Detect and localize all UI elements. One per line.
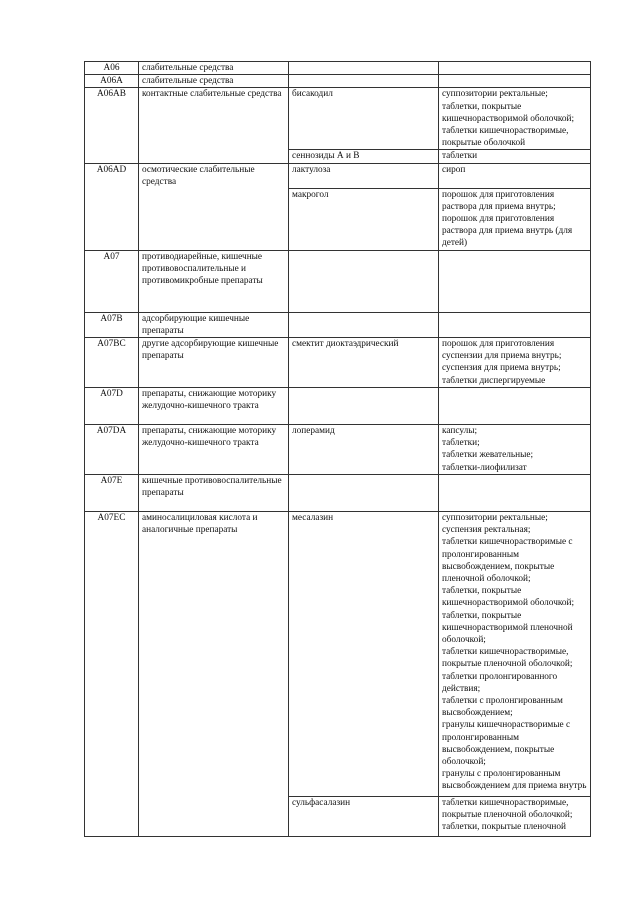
group-name-cell: противодиарейные, кишечные противовоспалительные и противомикробные препараты xyxy=(139,250,289,312)
table-row xyxy=(85,387,591,424)
atc-code-cell: A07BC xyxy=(85,337,139,387)
table-row xyxy=(85,163,591,188)
group-name-cell: препараты, снижающие моторику желудочно-кишечного тракта xyxy=(139,424,289,474)
atc-code-cell: A06AD xyxy=(85,163,139,188)
group-name-cell: кишечные противовоспалительные препараты xyxy=(139,474,289,511)
atc-code-cell xyxy=(85,796,139,836)
dosage-forms-cell xyxy=(439,337,591,387)
dosage-form-item: таблетки жевательные; xyxy=(442,450,534,461)
drug-name-cell xyxy=(289,75,439,88)
dosage-form-item: таблетки кишечнорастворимые, покрытые пленочной оболочкой; xyxy=(442,797,573,821)
dosage-forms-cell xyxy=(439,312,591,337)
atc-code-cell: A06AB xyxy=(85,88,139,150)
dosage-form-item: порошок для приготовления суспензии для приема внутрь; xyxy=(442,338,562,362)
drug-name-cell: месалазин xyxy=(289,511,439,796)
dosage-form-item: таблетки, покрытые кишечнорастворимой оболочкой; xyxy=(442,586,575,609)
dosage-form-item: гранулы с пролонгированным высвобождением для приема внутрь xyxy=(442,769,587,792)
group-name-cell: слабительные средства xyxy=(139,75,289,88)
atc-code-cell: A07EC xyxy=(85,511,139,796)
dosage-forms-cell xyxy=(439,150,591,163)
group-name-cell: адсорбирующие кишечные препараты xyxy=(139,312,289,337)
table-row xyxy=(85,424,591,474)
dosage-forms-cell xyxy=(439,88,591,150)
drug-name-cell: лоперамид xyxy=(289,424,439,474)
dosage-forms-cell xyxy=(439,75,591,88)
dosage-forms-cell xyxy=(439,424,591,474)
drug-name-cell xyxy=(289,474,439,511)
group-name-cell: другие адсорбирующие кишечные препараты xyxy=(139,337,289,387)
dosage-forms-cell xyxy=(439,250,591,312)
atc-code-cell: A07 xyxy=(85,250,139,312)
dosage-forms-cell xyxy=(439,511,591,796)
dosage-form-item: сироп xyxy=(442,164,466,175)
table-row xyxy=(85,337,591,387)
dosage-form-item: таблетки кишечнорастворимые с пролонгированным высвобождением, покрытые пленочной оболочкой; xyxy=(442,537,573,584)
dosage-form-item: таблетки диспергируемые xyxy=(442,375,546,386)
atc-code-cell: A06 xyxy=(85,62,139,75)
drug-name-cell xyxy=(289,312,439,337)
table-row xyxy=(85,88,591,150)
table-body xyxy=(85,62,591,837)
atc-code-cell xyxy=(85,188,139,250)
dosage-forms-cell xyxy=(439,796,591,836)
atc-code-cell: A07D xyxy=(85,387,139,424)
table-row xyxy=(85,250,591,312)
drug-name-cell: смектит диоктаэдрический xyxy=(289,337,439,387)
group-name-cell: осмотические слабительные средства xyxy=(139,163,289,188)
table-row xyxy=(85,62,591,75)
group-name-cell: аминосалициловая кислота и аналогичные препараты xyxy=(139,511,289,796)
atc-code-cell: A07B xyxy=(85,312,139,337)
dosage-forms-cell xyxy=(439,62,591,75)
dosage-forms-cell xyxy=(439,188,591,250)
table-row xyxy=(85,474,591,511)
drug-classification-table xyxy=(84,61,591,837)
drug-name-cell: сульфасалазин xyxy=(289,796,439,836)
dosage-form-item: таблетки кишечнорастворимые, покрытые пленочной оболочкой; xyxy=(442,647,573,670)
group-name-cell: слабительные средства xyxy=(139,62,289,75)
atc-code-cell: A07E xyxy=(85,474,139,511)
dosage-form-item: таблетки, покрытые кишечнорастворимой оболочкой; xyxy=(442,101,575,124)
dosage-form-item: порошок для приготовления раствора для приема внутрь (для детей) xyxy=(442,213,573,249)
dosage-forms-cell xyxy=(439,474,591,511)
dosage-form-item: таблетки-лиофилизат xyxy=(442,462,527,473)
drug-name-cell: лактулоза xyxy=(289,163,439,188)
drug-name-cell: сеннозиды А и В xyxy=(289,150,439,163)
dosage-form-item: таблетки, покрытые пленочной xyxy=(442,822,566,833)
dosage-form-item: таблетки xyxy=(442,151,478,162)
dosage-form-item: суспензия ректальная; xyxy=(442,525,531,536)
dosage-form-item: таблетки с пролонгированным высвобождением; xyxy=(442,696,563,719)
dosage-forms-cell xyxy=(439,163,591,188)
dosage-form-item: суппозитории ректальные; xyxy=(442,89,548,100)
dosage-form-item: суппозитории ректальные; xyxy=(442,512,548,523)
dosage-form-item: таблетки, покрытые кишечнорастворимой пленочной оболочкой; xyxy=(442,610,573,645)
dosage-form-item: порошок для приготовления раствора для приема внутрь; xyxy=(442,189,556,212)
dosage-form-item: гранулы кишечнорастворимые с пролонгированным высвобождением, покрытые оболочкой; xyxy=(442,720,571,768)
group-name-cell: препараты, снижающие моторику желудочно-кишечного тракта xyxy=(139,387,289,424)
dosage-form-item: таблетки пролонгированного действия; xyxy=(442,671,558,694)
atc-code-cell xyxy=(85,150,139,163)
dosage-form-item: суспензия для приема внутрь; xyxy=(442,363,561,374)
dosage-forms-cell xyxy=(439,387,591,424)
table-row xyxy=(85,188,591,250)
atc-code-cell: A06A xyxy=(85,75,139,88)
drug-name-cell xyxy=(289,387,439,424)
dosage-form-item: таблетки; xyxy=(442,438,480,449)
group-name-cell xyxy=(139,188,289,250)
dosage-form-item: капсулы; xyxy=(442,425,478,436)
drug-name-cell: макрогол xyxy=(289,188,439,250)
table-row xyxy=(85,511,591,796)
drug-name-cell xyxy=(289,62,439,75)
drug-table-wrapper xyxy=(84,61,590,837)
group-name-cell xyxy=(139,796,289,836)
group-name-cell: контактные слабительные средства xyxy=(139,88,289,150)
dosage-form-item: таблетки кишечнорастворимые, покрытые оболочкой xyxy=(442,126,569,149)
table-row xyxy=(85,150,591,163)
group-name-cell xyxy=(139,150,289,163)
drug-name-cell: бисакодил xyxy=(289,88,439,150)
drug-name-cell xyxy=(289,250,439,312)
atc-code-cell: A07DA xyxy=(85,424,139,474)
table-row xyxy=(85,796,591,836)
table-row xyxy=(85,75,591,88)
table-row xyxy=(85,312,591,337)
